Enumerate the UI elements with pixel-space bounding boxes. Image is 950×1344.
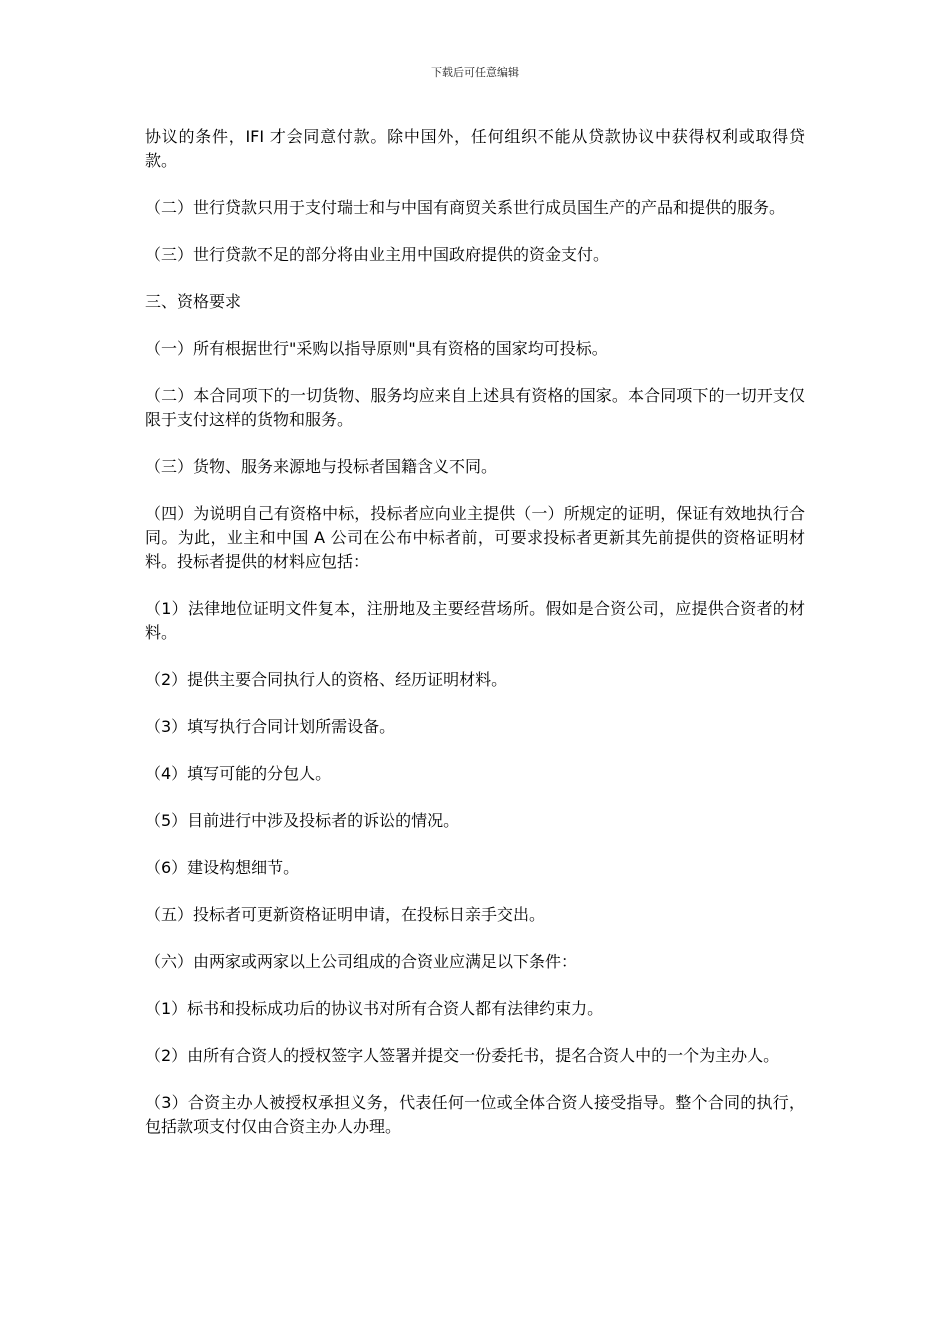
paragraph: （六）由两家或两家以上公司组成的合资业应满足以下条件： bbox=[145, 952, 578, 971]
paragraph: （二）本合同项下的一切货物、服务均应来自上述具有资格的国家。本合同项下的一切开支仅限于支付这样的货物和服务。 bbox=[145, 386, 805, 429]
paragraph: （三）货物、服务来源地与投标者国籍含义不同。 bbox=[145, 457, 498, 476]
section-heading: 三、资格要求 bbox=[145, 292, 242, 311]
document-body bbox=[145, 125, 805, 1162]
list-item: （6）建设构想细节。 bbox=[145, 858, 300, 877]
list-item: （1）标书和投标成功后的协议书对所有合资人都有法律约束力。 bbox=[145, 999, 604, 1018]
paragraph: （二）世行贷款只用于支付瑞士和与中国有商贸关系世行成员国生产的产品和提供的服务。 bbox=[145, 198, 786, 217]
list-item: （2）提供主要合同执行人的资格、经历证明材料。 bbox=[145, 670, 508, 689]
list-item: （1）法律地位证明文件复本，注册地及主要经营场所。假如是合资公司，应提供合资者的材料。 bbox=[145, 599, 805, 642]
list-item: （2）由所有合资人的授权签字人签署并提交一份委托书，提名合资人中的一个为主办人。 bbox=[145, 1046, 780, 1065]
list-item: （3）填写执行合同计划所需设备。 bbox=[145, 717, 396, 736]
paragraph: 协议的条件，IFI 才会同意付款。除中国外，任何组织不能从贷款协议中获得权利或取得贷款。 bbox=[145, 127, 805, 170]
paragraph: （一）所有根据世行"采购以指导原则"具有资格的国家均可投标。 bbox=[145, 339, 608, 358]
paragraph: （五）投标者可更新资格证明申请，在投标日亲手交出。 bbox=[145, 905, 546, 924]
paragraph: （四）为说明自己有资格中标，投标者应向业主提供（一）所规定的证明，保证有效地执行合同。为此，业主和中国 A 公司在公布中标者前，可要求投标者更新其先前提供的资格证明材料。投标者提供的材料应包括： bbox=[145, 504, 805, 571]
paragraph: （三）世行贷款不足的部分将由业主用中国政府提供的资金支付。 bbox=[145, 245, 610, 264]
list-item: （3）合资主办人被授权承担义务，代表任何一位或全体合资人接受指导。整个合同的执行，包括款项支付仅由合资主办人办理。 bbox=[145, 1093, 805, 1136]
page-header: 下载后可任意编辑 bbox=[431, 66, 519, 79]
list-item: （4）填写可能的分包人。 bbox=[145, 764, 332, 783]
list-item: （5）目前进行中涉及投标者的诉讼的情况。 bbox=[145, 811, 460, 830]
